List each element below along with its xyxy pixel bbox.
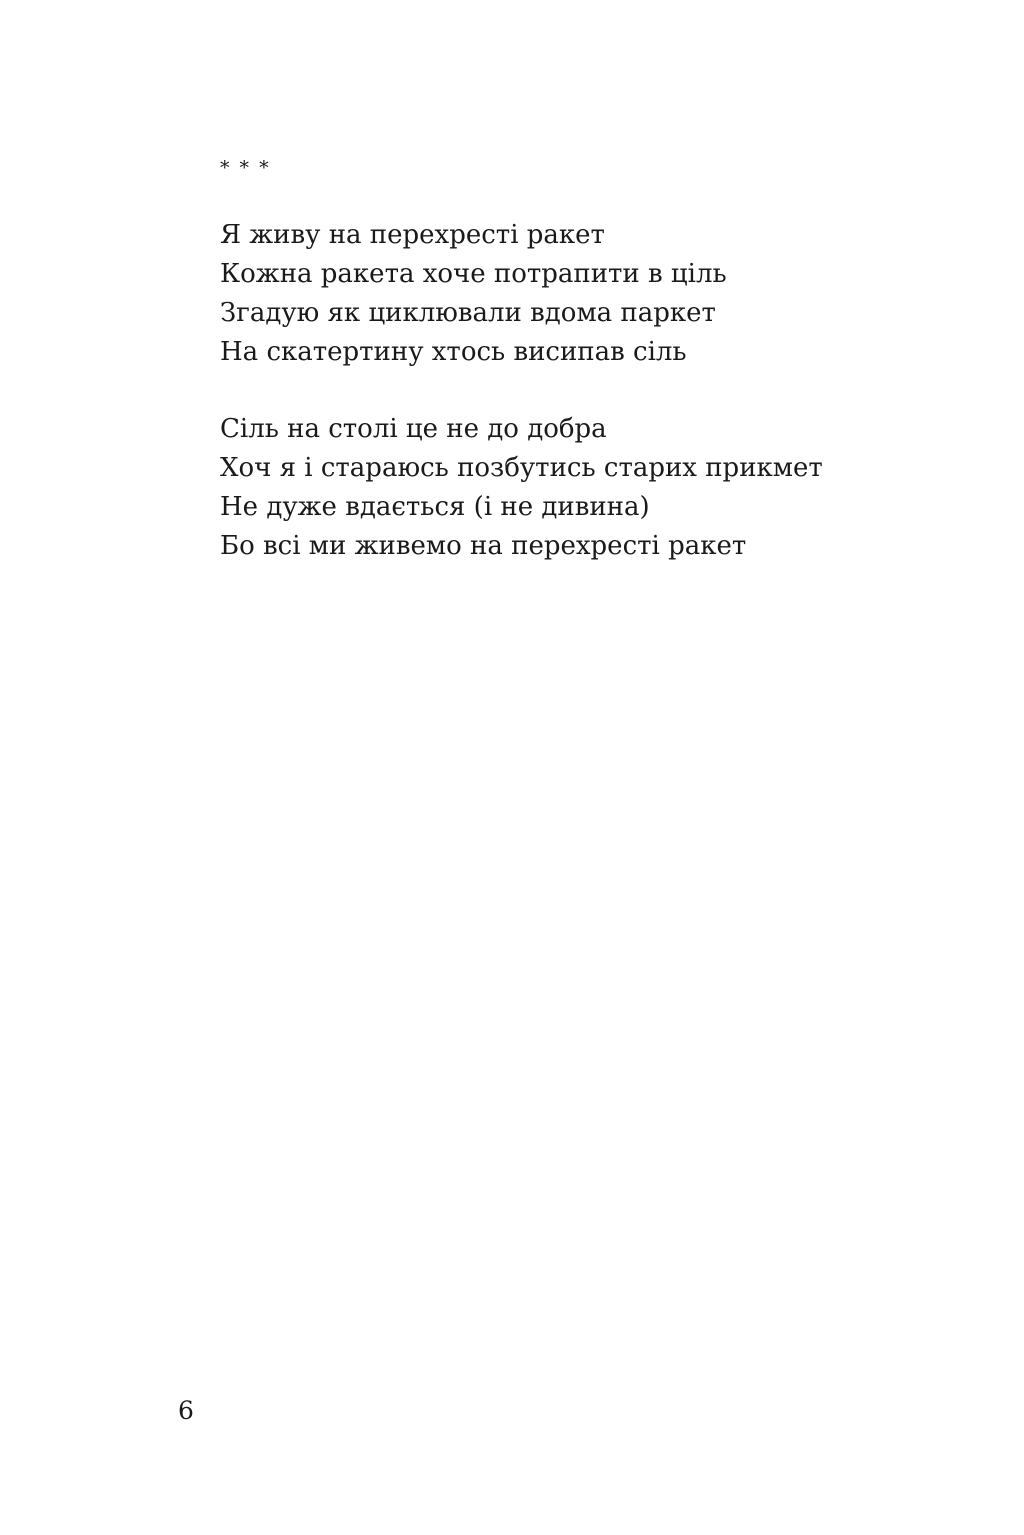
verse-line: Хоч я і стараюсь позбутись старих прикмет bbox=[220, 453, 823, 483]
verse-line: Згадую як циклювали вдома паркет bbox=[220, 298, 716, 328]
page-number: 6 bbox=[178, 1396, 194, 1425]
poem-separator: * * * bbox=[220, 157, 271, 179]
verse-line: На скатертину хтось висипав сіль bbox=[220, 337, 687, 367]
verse-line: Не дуже вдається (і не дивина) bbox=[220, 492, 650, 522]
verse-line: Кожна ракета хоче потрапити в ціль bbox=[220, 259, 727, 289]
stanza-1 bbox=[220, 216, 727, 372]
stanza-2 bbox=[220, 410, 823, 566]
verse-line: Бо всі ми живемо на перехресті ракет bbox=[220, 531, 747, 561]
verse-line: Сіль на столі це не до добра bbox=[220, 414, 607, 444]
verse-line: Я живу на перехресті ракет bbox=[220, 220, 605, 250]
